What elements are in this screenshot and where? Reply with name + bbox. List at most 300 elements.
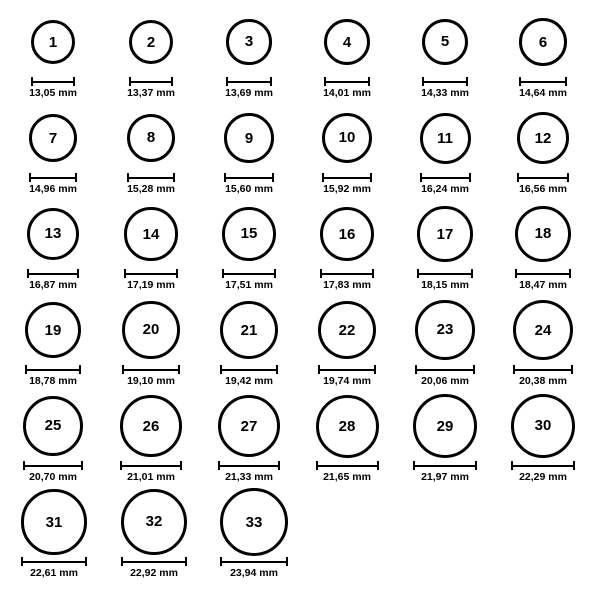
ring-diameter-label: 15,28 mm	[127, 183, 175, 195]
measure-bar-icon	[415, 365, 474, 374]
ring-diameter-label: 23,94 mm	[230, 567, 278, 579]
measure-line	[27, 273, 79, 275]
ring-diameter-label: 18,47 mm	[519, 279, 567, 291]
ring-size-number: 32	[145, 513, 163, 531]
measure-bar-icon	[515, 269, 571, 278]
ring-circle-wrap	[322, 104, 372, 172]
measure-tick-right	[85, 557, 87, 566]
ring-circle-wrap	[31, 8, 75, 76]
measure-line	[318, 369, 377, 371]
measure-tick-left	[222, 269, 224, 278]
ring-circle-wrap	[218, 392, 280, 460]
measure-tick-left	[417, 269, 419, 278]
ring-circle-wrap	[413, 392, 477, 460]
measure-line	[29, 177, 77, 179]
measure-bar-icon	[511, 461, 575, 470]
ring-size-number: 21	[240, 321, 258, 339]
ring-circle-wrap	[124, 200, 177, 268]
measure-tick-left	[224, 173, 226, 182]
measure-tick-left	[218, 461, 220, 470]
ring-circle-wrap	[513, 296, 573, 364]
ring-circle-wrap	[517, 104, 569, 172]
measure-tick-left	[320, 269, 322, 278]
ring-size-cell	[496, 392, 590, 483]
measure-bar-icon	[220, 365, 278, 374]
ring-circle-icon	[127, 114, 176, 163]
measure-line	[25, 369, 82, 371]
ring-circle-icon	[316, 395, 379, 458]
ring-diameter-label: 22,92 mm	[130, 567, 178, 579]
ring-size-number: 23	[436, 321, 454, 339]
ring-size-number: 12	[534, 129, 552, 147]
measure-line	[218, 465, 280, 467]
ring-size-number: 28	[338, 417, 356, 435]
ring-circle-wrap	[422, 8, 469, 76]
ring-circle-icon	[129, 20, 174, 65]
ring-circle-icon	[420, 113, 471, 164]
measure-tick-right	[471, 269, 473, 278]
ring-circle-icon	[320, 207, 375, 262]
ring-diameter-label: 17,83 mm	[323, 279, 371, 291]
ring-diameter-label: 15,92 mm	[323, 183, 371, 195]
measure-tick-right	[73, 77, 75, 86]
measure-bar-icon	[21, 557, 86, 566]
ring-size-number: 3	[244, 33, 254, 51]
ring-circle-icon	[324, 19, 370, 65]
measure-tick-left	[220, 365, 222, 374]
measure-line	[124, 273, 177, 275]
ring-circle-icon	[322, 113, 372, 163]
ring-circle-icon	[120, 395, 182, 457]
ring-size-number: 5	[440, 33, 450, 51]
ring-circle-wrap	[222, 200, 276, 268]
measure-tick-right	[475, 461, 477, 470]
measure-tick-left	[517, 173, 519, 182]
measure-tick-right	[569, 269, 571, 278]
ring-size-cell	[6, 296, 100, 387]
ring-diameter-label: 17,51 mm	[225, 279, 273, 291]
measure-line	[513, 369, 573, 371]
measure-tick-left	[29, 173, 31, 182]
measure-tick-left	[27, 269, 29, 278]
ring-circle-icon	[27, 208, 79, 260]
ring-size-cell	[496, 200, 590, 291]
ring-size-number: 30	[534, 417, 552, 435]
ring-size-cell	[6, 392, 100, 483]
ring-circle-icon	[23, 396, 84, 457]
measure-tick-right	[185, 557, 187, 566]
measure-tick-left	[21, 557, 23, 566]
measure-tick-left	[129, 77, 131, 86]
ring-diameter-label: 14,01 mm	[323, 87, 371, 99]
ring-size-number: 22	[338, 321, 356, 339]
measure-bar-icon	[320, 269, 375, 278]
ring-size-cell	[496, 104, 590, 195]
ring-size-cell	[398, 392, 492, 483]
measure-bar-icon	[121, 557, 187, 566]
measure-bar-icon	[222, 269, 276, 278]
measure-line	[324, 81, 370, 83]
ring-size-number: 18	[534, 225, 552, 243]
ring-diameter-label: 22,29 mm	[519, 471, 567, 483]
measure-line	[21, 561, 86, 563]
measure-line	[226, 81, 271, 83]
ring-circle-icon	[220, 488, 288, 556]
ring-circle-wrap	[324, 8, 370, 76]
ring-size-number: 26	[142, 417, 160, 435]
ring-size-cell	[106, 488, 202, 579]
ring-circle-icon	[31, 20, 75, 64]
ring-size-number: 14	[142, 225, 160, 243]
ring-diameter-label: 16,56 mm	[519, 183, 567, 195]
measure-tick-right	[565, 77, 567, 86]
measure-tick-left	[220, 557, 222, 566]
measure-line	[220, 369, 278, 371]
measure-bar-icon	[25, 365, 82, 374]
measure-line	[127, 177, 176, 179]
measure-tick-left	[120, 461, 122, 470]
measure-bar-icon	[220, 557, 288, 566]
ring-circle-icon	[422, 19, 469, 66]
ring-circle-wrap	[415, 296, 474, 364]
chart-row	[6, 8, 594, 104]
measure-tick-left	[420, 173, 422, 182]
ring-size-cell	[104, 8, 198, 99]
measure-bar-icon	[422, 77, 469, 86]
ring-circle-wrap	[515, 200, 571, 268]
ring-circle-icon	[29, 114, 77, 162]
measure-tick-right	[173, 173, 175, 182]
ring-size-number: 4	[342, 33, 352, 51]
measure-line	[420, 177, 471, 179]
ring-circle-wrap	[122, 296, 179, 364]
measure-line	[415, 369, 474, 371]
ring-circle-icon	[511, 394, 575, 458]
measure-tick-right	[368, 77, 370, 86]
ring-size-number: 9	[244, 129, 254, 147]
ring-size-number: 10	[338, 129, 356, 147]
ring-size-cell	[104, 104, 198, 195]
measure-tick-left	[519, 77, 521, 86]
ring-diameter-label: 21,33 mm	[225, 471, 273, 483]
ring-diameter-label: 18,15 mm	[421, 279, 469, 291]
ring-size-number: 7	[48, 129, 58, 147]
measure-tick-right	[374, 365, 376, 374]
ring-circle-wrap	[511, 392, 575, 460]
measure-tick-right	[573, 461, 575, 470]
ring-circle-icon	[220, 301, 278, 359]
ring-circle-icon	[515, 206, 571, 262]
ring-circle-wrap	[21, 488, 86, 556]
ring-size-number: 1	[48, 33, 58, 51]
measure-tick-right	[473, 365, 475, 374]
ring-circle-wrap	[121, 488, 187, 556]
ring-size-number: 24	[534, 321, 552, 339]
ring-size-cell	[202, 200, 296, 291]
ring-size-number: 8	[146, 129, 156, 147]
ring-circle-wrap	[27, 200, 79, 268]
ring-size-cell	[6, 104, 100, 195]
ring-circle-wrap	[25, 296, 82, 364]
chart-row	[6, 296, 594, 392]
ring-size-cell	[300, 104, 394, 195]
measure-tick-left	[124, 269, 126, 278]
ring-circle-icon	[417, 206, 472, 261]
measure-tick-right	[372, 269, 374, 278]
measure-bar-icon	[417, 269, 472, 278]
measure-tick-left	[515, 269, 517, 278]
measure-line	[121, 561, 187, 563]
ring-size-cell	[6, 200, 100, 291]
ring-circle-icon	[121, 489, 187, 555]
ring-diameter-label: 14,64 mm	[519, 87, 567, 99]
ring-diameter-label: 19,10 mm	[127, 375, 175, 387]
measure-tick-left	[25, 365, 27, 374]
measure-tick-right	[466, 77, 468, 86]
ring-circle-icon	[318, 301, 377, 360]
ring-diameter-label: 19,42 mm	[225, 375, 273, 387]
ring-size-number: 33	[245, 513, 263, 531]
ring-size-number: 19	[44, 321, 62, 339]
ring-size-number: 16	[338, 225, 356, 243]
ring-diameter-label: 14,33 mm	[421, 87, 469, 99]
measure-line	[316, 465, 379, 467]
ring-diameter-label: 22,61 mm	[30, 567, 78, 579]
ring-circle-wrap	[417, 200, 472, 268]
measure-tick-left	[23, 461, 25, 470]
measure-bar-icon	[513, 365, 573, 374]
ring-size-cell	[202, 296, 296, 387]
measure-tick-left	[324, 77, 326, 86]
ring-diameter-label: 21,97 mm	[421, 471, 469, 483]
ring-diameter-label: 21,65 mm	[323, 471, 371, 483]
ring-diameter-label: 15,60 mm	[225, 183, 273, 195]
ring-size-number: 25	[44, 417, 62, 435]
measure-line	[222, 273, 276, 275]
ring-circle-wrap	[318, 296, 377, 364]
ring-circle-wrap	[23, 392, 84, 460]
measure-bar-icon	[413, 461, 477, 470]
ring-size-number: 11	[437, 129, 453, 147]
measure-bar-icon	[127, 173, 176, 182]
measure-tick-right	[567, 173, 569, 182]
measure-bar-icon	[517, 173, 569, 182]
ring-circle-wrap	[316, 392, 379, 460]
measure-tick-right	[171, 77, 173, 86]
measure-tick-right	[272, 173, 274, 182]
measure-tick-right	[178, 365, 180, 374]
ring-diameter-label: 19,74 mm	[323, 375, 371, 387]
measure-bar-icon	[318, 365, 377, 374]
ring-circle-icon	[222, 207, 276, 261]
ring-diameter-label: 13,69 mm	[225, 87, 273, 99]
measure-tick-left	[415, 365, 417, 374]
ring-circle-icon	[415, 300, 474, 359]
ring-size-cell	[300, 8, 394, 99]
measure-tick-left	[316, 461, 318, 470]
ring-diameter-label: 20,38 mm	[519, 375, 567, 387]
measure-tick-right	[469, 173, 471, 182]
measure-line	[517, 177, 569, 179]
ring-size-cell	[300, 392, 394, 483]
ring-size-cell	[398, 104, 492, 195]
measure-line	[122, 369, 179, 371]
measure-tick-right	[79, 365, 81, 374]
measure-bar-icon	[519, 77, 567, 86]
measure-tick-left	[513, 365, 515, 374]
measure-bar-icon	[29, 173, 77, 182]
ring-circle-wrap	[220, 488, 288, 556]
ring-size-number: 13	[44, 225, 62, 243]
measure-bar-icon	[31, 77, 75, 86]
measure-line	[120, 465, 182, 467]
measure-tick-left	[413, 461, 415, 470]
measure-tick-right	[75, 173, 77, 182]
ring-circle-icon	[517, 112, 569, 164]
ring-size-cell	[6, 488, 102, 579]
measure-line	[129, 81, 174, 83]
measure-bar-icon	[324, 77, 370, 86]
ring-size-cell	[104, 296, 198, 387]
measure-tick-left	[121, 557, 123, 566]
measure-line	[515, 273, 571, 275]
measure-tick-right	[176, 269, 178, 278]
ring-size-cell	[104, 200, 198, 291]
measure-tick-right	[180, 461, 182, 470]
measure-line	[511, 465, 575, 467]
ring-size-cell	[300, 296, 394, 387]
ring-size-number: 15	[240, 225, 258, 243]
ring-diameter-label: 20,70 mm	[29, 471, 77, 483]
measure-line	[413, 465, 477, 467]
chart-row	[6, 104, 594, 200]
measure-tick-left	[422, 77, 424, 86]
ring-circle-wrap	[29, 104, 77, 172]
measure-tick-right	[81, 461, 83, 470]
ring-circle-icon	[413, 394, 477, 458]
ring-circle-icon	[519, 18, 567, 66]
ring-circle-icon	[124, 207, 177, 260]
ring-size-cell	[6, 8, 100, 99]
ring-circle-icon	[218, 395, 280, 457]
measure-tick-right	[286, 557, 288, 566]
measure-bar-icon	[224, 173, 274, 182]
ring-size-number: 2	[146, 33, 156, 51]
ring-diameter-label: 16,87 mm	[29, 279, 77, 291]
ring-size-cell	[202, 392, 296, 483]
measure-tick-right	[270, 77, 272, 86]
measure-line	[320, 273, 375, 275]
ring-circle-wrap	[226, 8, 271, 76]
measure-tick-right	[571, 365, 573, 374]
measure-tick-left	[511, 461, 513, 470]
ring-diameter-label: 20,06 mm	[421, 375, 469, 387]
ring-diameter-label: 18,78 mm	[29, 375, 77, 387]
measure-tick-right	[274, 269, 276, 278]
measure-bar-icon	[122, 365, 179, 374]
measure-line	[422, 81, 469, 83]
measure-bar-icon	[226, 77, 271, 86]
ring-size-number: 17	[436, 225, 454, 243]
measure-bar-icon	[129, 77, 174, 86]
ring-diameter-label: 17,19 mm	[127, 279, 175, 291]
measure-tick-right	[276, 365, 278, 374]
chart-row	[6, 392, 594, 488]
measure-tick-left	[226, 77, 228, 86]
measure-tick-left	[322, 173, 324, 182]
measure-line	[519, 81, 567, 83]
measure-line	[220, 561, 288, 563]
measure-bar-icon	[27, 269, 79, 278]
measure-bar-icon	[322, 173, 372, 182]
measure-line	[224, 177, 274, 179]
ring-size-number: 6	[538, 33, 548, 51]
measure-bar-icon	[420, 173, 471, 182]
ring-circle-icon	[122, 301, 179, 358]
ring-size-number: 27	[240, 417, 258, 435]
ring-diameter-label: 16,24 mm	[421, 183, 469, 195]
ring-circle-wrap	[129, 8, 174, 76]
ring-size-cell	[398, 296, 492, 387]
ring-size-number: 31	[45, 513, 63, 531]
ring-size-cell	[202, 104, 296, 195]
chart-row	[6, 488, 594, 584]
ring-circle-icon	[25, 302, 82, 359]
measure-bar-icon	[120, 461, 182, 470]
measure-line	[31, 81, 75, 83]
measure-tick-right	[77, 269, 79, 278]
ring-size-number: 20	[142, 321, 160, 339]
ring-diameter-label: 13,05 mm	[29, 87, 77, 99]
ring-size-cell	[300, 200, 394, 291]
ring-circle-wrap	[220, 296, 278, 364]
ring-size-cell	[398, 200, 492, 291]
ring-circle-wrap	[127, 104, 176, 172]
measure-tick-right	[278, 461, 280, 470]
measure-tick-left	[122, 365, 124, 374]
ring-size-cell	[398, 8, 492, 99]
ring-circle-icon	[21, 489, 86, 554]
ring-diameter-label: 13,37 mm	[127, 87, 175, 99]
chart-row	[6, 200, 594, 296]
ring-circle-wrap	[320, 200, 375, 268]
ring-size-cell	[104, 392, 198, 483]
ring-size-number: 29	[436, 417, 454, 435]
measure-bar-icon	[316, 461, 379, 470]
measure-line	[322, 177, 372, 179]
ring-size-cell	[496, 296, 590, 387]
ring-size-cell	[496, 8, 590, 99]
ring-circle-wrap	[519, 8, 567, 76]
ring-circle-icon	[226, 19, 271, 64]
ring-circle-icon	[224, 113, 274, 163]
measure-tick-left	[31, 77, 33, 86]
measure-line	[23, 465, 84, 467]
measure-tick-left	[127, 173, 129, 182]
measure-tick-right	[377, 461, 379, 470]
ring-circle-wrap	[224, 104, 274, 172]
measure-line	[417, 273, 472, 275]
ring-circle-icon	[513, 300, 573, 360]
ring-circle-wrap	[420, 104, 471, 172]
measure-bar-icon	[23, 461, 84, 470]
ring-diameter-label: 14,96 mm	[29, 183, 77, 195]
ring-circle-wrap	[120, 392, 182, 460]
measure-bar-icon	[218, 461, 280, 470]
ring-size-cell	[202, 8, 296, 99]
measure-tick-left	[318, 365, 320, 374]
ring-diameter-label: 21,01 mm	[127, 471, 175, 483]
